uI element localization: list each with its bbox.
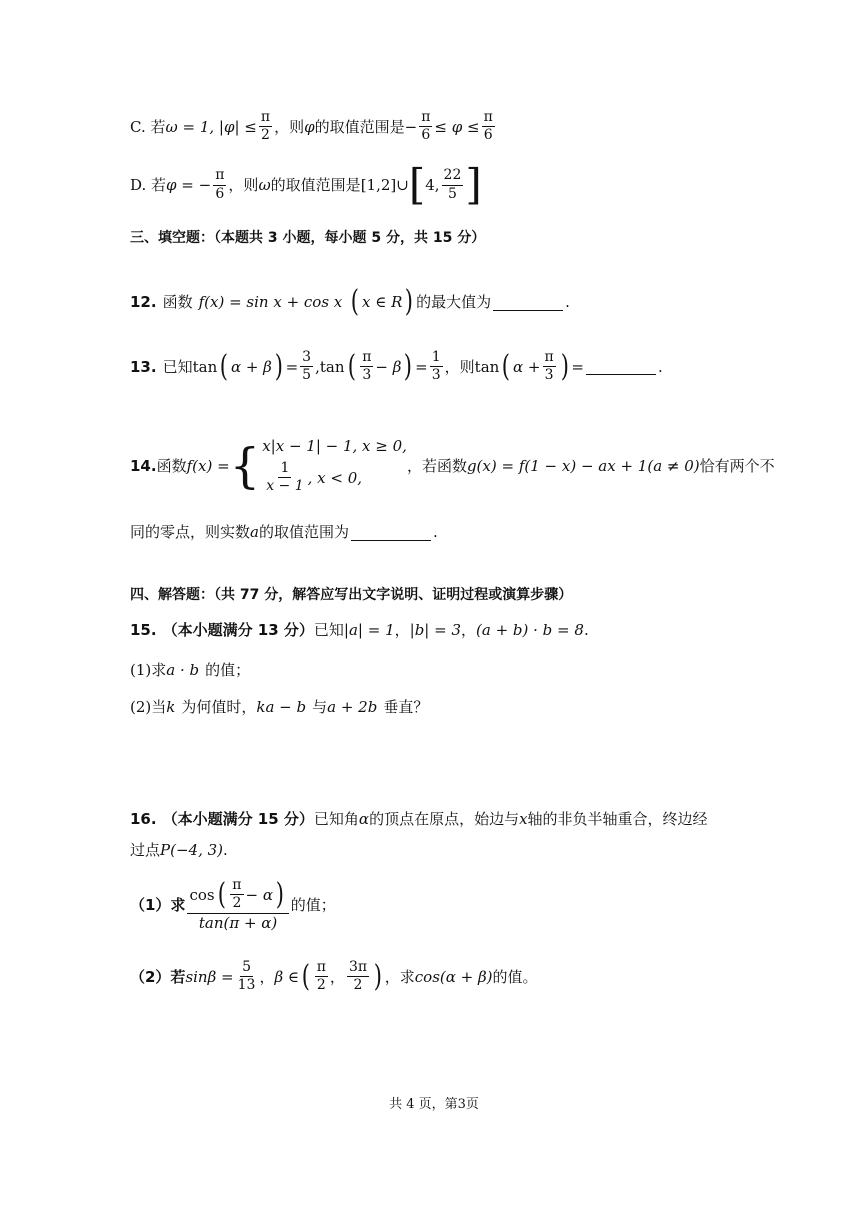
cos: cos bbox=[189, 885, 215, 904]
fraction-pi-6 bbox=[213, 168, 226, 202]
beta-domain: β ∈ bbox=[274, 967, 299, 986]
piecewise-cases bbox=[262, 437, 407, 495]
paren: ( bbox=[347, 348, 356, 384]
denominator: 5 bbox=[447, 185, 457, 202]
variable-a: a bbox=[250, 523, 259, 541]
text: 过点 bbox=[130, 841, 161, 859]
text: 函数 bbox=[162, 293, 193, 311]
left-bracket: [ bbox=[408, 160, 426, 209]
paren: ( bbox=[217, 876, 226, 912]
union-symbol: ∪ bbox=[396, 176, 409, 194]
expr: cos(α + β) bbox=[414, 967, 493, 986]
g-function: g(x) = f(1 − x) − ax + 1(a ≠ 0) bbox=[466, 456, 700, 475]
paren: ( bbox=[301, 958, 310, 994]
text: ，则 bbox=[274, 117, 305, 136]
numerator: π bbox=[259, 110, 272, 127]
text: . bbox=[432, 523, 438, 541]
numerator: π bbox=[360, 350, 373, 367]
expr: a + 2b bbox=[327, 698, 378, 716]
option-c-condition: ω = 1, |φ| ≤ bbox=[165, 117, 257, 136]
text: 同的零点，则实数 bbox=[130, 523, 251, 541]
function-expression: f(x) = sin x + cos x bbox=[198, 293, 343, 311]
omega-symbol: ω bbox=[258, 176, 271, 194]
question-14-line-2 bbox=[130, 523, 748, 541]
numerator: 3π bbox=[347, 960, 369, 977]
numerator: 1 bbox=[430, 350, 443, 367]
numerator: π bbox=[315, 960, 328, 977]
expr: − β bbox=[375, 357, 402, 376]
answer-blank[interactable] bbox=[351, 524, 431, 541]
text: 垂直？ bbox=[383, 698, 429, 716]
piecewise-brace: { bbox=[229, 437, 261, 494]
question-15-part-2 bbox=[130, 698, 748, 716]
comma: , bbox=[315, 357, 320, 376]
answer-blank[interactable] bbox=[493, 294, 563, 311]
point: P(−4, 3) bbox=[160, 841, 224, 859]
option-c-label: C. 若 bbox=[130, 117, 166, 136]
fraction-5-13 bbox=[236, 960, 258, 994]
numerator: π bbox=[419, 110, 432, 127]
interval: [1,2] bbox=[360, 176, 397, 194]
answer-blank[interactable] bbox=[586, 358, 656, 375]
denominator: 5 bbox=[302, 367, 312, 384]
inequality: ≤ φ ≤ bbox=[434, 117, 480, 136]
page-footer: 共 4 页，第3页 bbox=[389, 1097, 479, 1112]
abs-b: |b| = 3 bbox=[409, 621, 461, 639]
section-4-title: 四、解答题：（共 77 分，解答应写出文字说明、证明过程或演算步骤） bbox=[130, 587, 573, 603]
denominator: 2 bbox=[316, 977, 326, 994]
denominator: 2 bbox=[353, 977, 363, 994]
paren: ) bbox=[373, 958, 383, 994]
right-bracket: ] bbox=[465, 160, 482, 209]
text: ，若函数 bbox=[406, 456, 467, 475]
question-16-line-2 bbox=[130, 841, 748, 859]
tan: tan bbox=[319, 357, 345, 376]
text: 的取值范围是 bbox=[270, 176, 361, 194]
denominator: 2 bbox=[232, 895, 242, 912]
denominator: 3 bbox=[544, 367, 554, 384]
text: （2）若 bbox=[130, 967, 186, 986]
variable-k: k bbox=[166, 698, 176, 716]
big-fraction bbox=[187, 878, 288, 931]
score-note: （本小题满分 15 分） bbox=[162, 810, 314, 828]
numerator bbox=[187, 878, 288, 914]
comma: ， bbox=[329, 967, 345, 986]
dot-product: (a + b) · b = 8 bbox=[476, 621, 584, 639]
text: 已知 bbox=[313, 621, 344, 639]
question-number: 16. bbox=[130, 810, 157, 828]
case-2-tail: , x < 0, bbox=[307, 468, 363, 487]
equals: = bbox=[285, 357, 299, 376]
question-16-part-1 bbox=[130, 878, 748, 931]
option-c bbox=[130, 110, 748, 144]
numerator: 3 bbox=[300, 350, 313, 367]
question-number: 15. bbox=[130, 621, 157, 639]
abs-a: |a| = 1 bbox=[343, 621, 395, 639]
function-lhs: f(x) = bbox=[186, 456, 230, 475]
text: . bbox=[223, 841, 228, 859]
text: 已知角 bbox=[313, 810, 359, 828]
interval-start: 4, bbox=[425, 176, 440, 194]
numerator: π bbox=[482, 110, 495, 127]
denominator: 6 bbox=[215, 185, 225, 202]
tan: tan bbox=[474, 357, 500, 376]
text: ，则 bbox=[444, 357, 475, 376]
text: 轴的非负半轴重合，终边经 bbox=[527, 810, 708, 828]
question-15 bbox=[130, 621, 748, 639]
paren: ) bbox=[404, 348, 413, 384]
comma: ， bbox=[394, 621, 410, 639]
text: 函数 bbox=[156, 456, 187, 475]
question-number: 14. bbox=[130, 456, 157, 475]
text: 的值； bbox=[290, 895, 336, 914]
text: (1)求 bbox=[130, 661, 167, 679]
numerator: π bbox=[213, 168, 226, 185]
domain: x ∈ R bbox=[361, 293, 403, 311]
question-16 bbox=[130, 810, 748, 828]
equals: = bbox=[415, 357, 428, 376]
expr: − α bbox=[245, 885, 273, 904]
paren: ) bbox=[560, 348, 569, 384]
numerator: 1 bbox=[278, 461, 291, 478]
text: ，则 bbox=[228, 176, 259, 194]
text: 已知 bbox=[162, 357, 193, 376]
expr: a · b bbox=[166, 661, 200, 679]
paren: ( bbox=[219, 348, 229, 384]
phi-symbol: φ bbox=[304, 117, 315, 136]
denominator: tan(π + α) bbox=[198, 913, 278, 932]
question-15-part-1 bbox=[130, 661, 748, 679]
fraction-pi-6 bbox=[482, 110, 495, 144]
question-13 bbox=[130, 350, 748, 384]
expr: ka − b bbox=[256, 698, 307, 716]
text: . bbox=[565, 293, 570, 311]
fraction-pi-3 bbox=[360, 350, 373, 384]
text: 恰有两个不 bbox=[699, 456, 775, 475]
denominator: 2 bbox=[261, 127, 270, 144]
denominator: 3 bbox=[431, 367, 441, 384]
question-number: 12. bbox=[130, 293, 157, 311]
paren: ) bbox=[275, 876, 284, 912]
fraction-3pi-2 bbox=[347, 960, 369, 994]
text: 的值。 bbox=[492, 967, 538, 986]
denominator: x − 1 bbox=[266, 478, 304, 495]
text: 的取值范围是 bbox=[314, 117, 405, 136]
text: 的值； bbox=[205, 661, 251, 679]
equals: = bbox=[571, 357, 584, 376]
alpha: α bbox=[358, 810, 370, 828]
numerator: π bbox=[230, 878, 243, 895]
question-12 bbox=[130, 284, 748, 319]
numerator: 22 bbox=[442, 168, 464, 185]
denominator: 3 bbox=[362, 367, 372, 384]
fraction-22-5 bbox=[442, 168, 464, 202]
fraction-pi-2 bbox=[230, 878, 243, 912]
fraction-pi-2 bbox=[259, 110, 272, 144]
fraction-1-over-x-minus-1 bbox=[264, 461, 305, 495]
text: . bbox=[658, 357, 663, 376]
text: 的取值范围为 bbox=[258, 523, 349, 541]
option-d bbox=[130, 160, 748, 209]
x-axis: x bbox=[519, 810, 528, 828]
text: . bbox=[583, 621, 589, 639]
comma: ， bbox=[461, 621, 477, 639]
paren: ) bbox=[405, 284, 414, 319]
question-16-part-2 bbox=[130, 960, 748, 994]
fraction-1-3 bbox=[430, 350, 443, 384]
paren: ) bbox=[274, 348, 283, 384]
sin-beta: sinβ = bbox=[185, 967, 234, 986]
case-1: x|x − 1| − 1, x ≥ 0, bbox=[262, 437, 407, 455]
fraction-pi-3 bbox=[543, 350, 556, 384]
expr: α + β bbox=[230, 357, 272, 376]
text: ，求 bbox=[384, 967, 415, 986]
text: （1）求 bbox=[130, 895, 186, 914]
numerator: π bbox=[543, 350, 556, 367]
text: 的最大值为 bbox=[416, 293, 492, 311]
denominator: 6 bbox=[483, 127, 493, 144]
section-3-title: 三、填空题：（本题共 3 小题，每小题 5 分，共 15 分） bbox=[130, 230, 486, 246]
question-14 bbox=[130, 437, 775, 495]
text: (2)当 bbox=[130, 698, 167, 716]
comma: ， bbox=[259, 967, 275, 986]
tan: tan bbox=[192, 357, 218, 376]
score-note: （本小题满分 13 分） bbox=[162, 621, 314, 639]
text: 的顶点在原点，始边与 bbox=[369, 810, 520, 828]
minus-sign: − bbox=[404, 117, 418, 136]
fraction-pi-2 bbox=[315, 960, 328, 994]
denominator: 6 bbox=[421, 127, 431, 144]
option-d-label: D. 若 bbox=[130, 176, 167, 194]
case-2 bbox=[262, 461, 407, 495]
question-number: 13. bbox=[130, 357, 157, 376]
paren: ( bbox=[351, 284, 360, 319]
paren: ( bbox=[502, 348, 511, 384]
fraction-pi-6 bbox=[419, 110, 432, 144]
text: 为何值时， bbox=[181, 698, 257, 716]
denominator: 13 bbox=[237, 977, 256, 994]
fraction-3-5 bbox=[300, 350, 313, 384]
text: 与 bbox=[312, 698, 328, 716]
option-d-condition: φ = − bbox=[166, 176, 212, 194]
expr: α + bbox=[513, 357, 541, 376]
numerator: 5 bbox=[240, 960, 253, 977]
